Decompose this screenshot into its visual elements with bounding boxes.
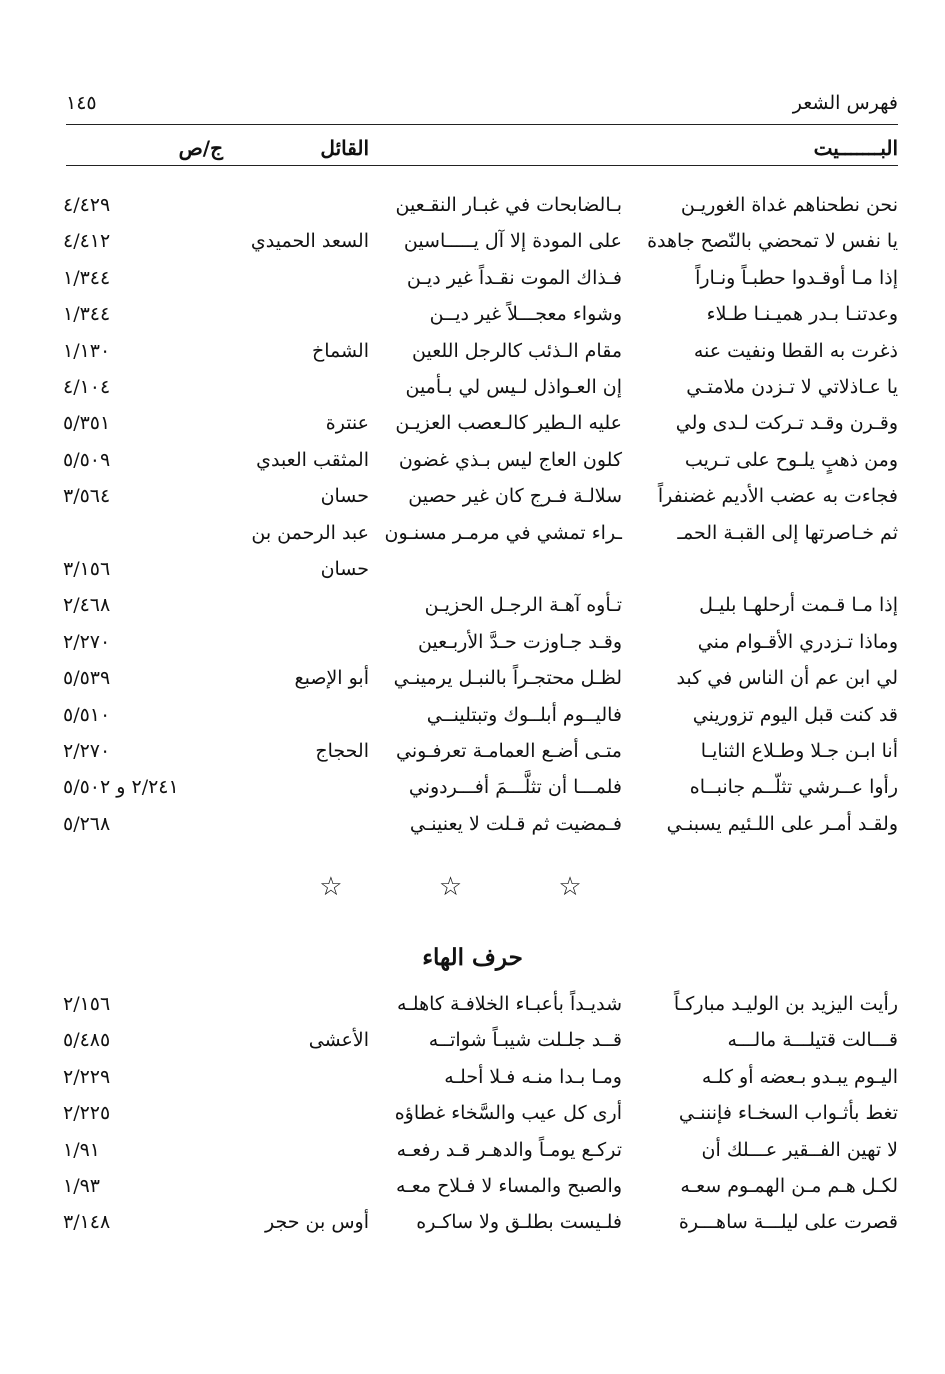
poet-name: الأعشى xyxy=(308,1029,369,1052)
volume-page-ref: ١/٩٣ xyxy=(63,1175,101,1197)
running-head xyxy=(66,92,898,120)
poet-name: عنترة xyxy=(325,412,369,435)
volume-page-ref: ٥/٥١٠ xyxy=(63,703,111,726)
poet-name: المثقب العبدي xyxy=(256,448,369,471)
volume-page-ref: ١/٣٤٤ xyxy=(63,303,111,326)
verse-row xyxy=(0,1175,945,1211)
verse-first-hemistich: نحن نطحناهم غداة الغوريـن xyxy=(680,194,898,216)
verse-first-hemistich: وقـرن وقـد تـركت لـدى ولي xyxy=(675,412,898,435)
verse-first-hemistich: إذا مـا أوقـدوا حطبـاً ونـاراً xyxy=(695,266,898,289)
verse-first-hemistich: اليـوم يبـدو بـعضه أو كلـه xyxy=(701,1065,898,1088)
verse-row xyxy=(0,194,945,230)
verse-second-hemistich: فـمضيت ثم قـلت لا يعنينـي xyxy=(409,812,622,835)
verse-second-hemistich: مقام الـذئب كالرجل اللعين xyxy=(412,339,622,362)
volume-page-ref: ٤/٤٢٩ xyxy=(63,194,111,216)
verse-first-hemistich: يا نفس لا تمحضي بالنّصح جاهدة xyxy=(647,230,898,253)
volume-page-ref: ٣/١٤٨ xyxy=(63,1211,111,1234)
verse-first-hemistich: إذا مـا قـمت أرحلهـا بليـل xyxy=(699,594,898,617)
volume-page-ref: ١/٣٤٤ xyxy=(63,266,111,289)
poet-name: عبد الرحمن بن xyxy=(251,521,369,544)
verse-first-hemistich: لا تهين الفــقير عـــلك أن xyxy=(701,1138,898,1161)
verse-second-hemistich: قــد جلـلت شيبـاً شواتــه xyxy=(428,1029,622,1052)
verse-row xyxy=(0,267,945,303)
volume-page-ref: ٢/٢٧٠ xyxy=(63,630,111,653)
volume-page-ref: ٣/٥٦٤ xyxy=(63,485,111,508)
verse-row xyxy=(0,1139,945,1175)
verse-second-hemistich: تـأوه آهـة الرجـل الحزيـن xyxy=(424,594,622,617)
page-number: ١٤٥ xyxy=(66,92,97,114)
verse-first-hemistich: قصرت على ليلـــة ساهـــرة xyxy=(678,1211,898,1234)
verse-row xyxy=(0,340,945,376)
verse-row xyxy=(0,667,945,703)
verse-first-hemistich: أنا ابـن جـلا وطـلاع الثنايـا xyxy=(700,740,898,762)
verse-row xyxy=(0,631,945,667)
verse-second-hemistich: فلمـــا أن تثلَّـــمَ أفـــردوني xyxy=(408,776,622,799)
section-separator: ☆ ☆ ☆ xyxy=(319,872,626,902)
verse-second-hemistich: أرى كل عيب والسَّخاء غطاؤه xyxy=(394,1102,622,1125)
verse-row xyxy=(0,594,945,630)
verse-first-hemistich: رأوا عــرشي تثلّــم جانبــاه xyxy=(689,776,898,799)
volume-page-ref: ٢/٢٢٥ xyxy=(63,1102,111,1125)
verse-first-hemistich: لي ابن عم أن الناس في كبد xyxy=(676,667,898,690)
verse-row xyxy=(0,776,945,812)
verse-row xyxy=(0,449,945,485)
poet-name: أوس بن حجر xyxy=(265,1211,369,1234)
verse-second-hemistich: وقـد جـاوزت حـدَّ الأربـعين xyxy=(417,630,622,653)
volume-page-ref: ١/٩١ xyxy=(63,1138,101,1161)
verse-first-hemistich: ذغرت به القطا ونفيت عنه xyxy=(693,339,898,362)
poet-name: حسان xyxy=(320,558,369,580)
volume-page-ref: ٤/٤١٢ xyxy=(63,230,111,253)
verse-row xyxy=(0,303,945,339)
volume-page-ref: ٥/٥٣٩ xyxy=(63,667,111,690)
verse-row xyxy=(0,740,945,776)
verse-row xyxy=(0,704,945,740)
column-header-rule xyxy=(66,165,898,166)
verse-second-hemistich: متـى أضـع العمامـة تعرفـوني xyxy=(396,740,622,762)
verse-second-hemistich: فـذاك الموت نقـداً غير ديـن xyxy=(406,266,622,289)
column-header-ref: ج/ص xyxy=(178,136,223,160)
verse-second-hemistich: عليه الـطير كالـعصب العزيـن xyxy=(395,412,622,435)
verse-first-hemistich: قـــالت قتيلـــة مالـــه xyxy=(727,1029,898,1052)
volume-page-ref: ٤/١٠٤ xyxy=(63,376,111,398)
poet-name: السعد الحميدي xyxy=(250,230,369,253)
verse-first-hemistich: قد كنت قبل اليوم تزوريني xyxy=(692,703,898,726)
verse-second-hemistich: وشواء معجـــلاً غير ديــن xyxy=(429,303,622,326)
volume-page-ref: ٢/٢٢٩ xyxy=(63,1065,111,1088)
verse-second-hemistich: إن العـواذل لـيس لي بـأمين xyxy=(405,376,622,398)
volume-page-ref: ٥/٢٦٨ xyxy=(63,812,111,835)
verse-second-hemistich: والصبح والمساء لا فـلاح معـه xyxy=(396,1175,622,1197)
volume-page-ref: ٢/٤٦٨ xyxy=(63,594,111,617)
verse-first-hemistich: يا عـاذلاتي لا تـزدن ملامتـي xyxy=(686,376,898,398)
poet-name: أبو الإصبع xyxy=(294,667,369,690)
verse-second-hemistich: على المودة إلا آل يـــــاسين xyxy=(403,230,622,253)
verse-first-hemistich: فجاءت به عضب الأديم غضنفراً xyxy=(657,485,898,508)
verse-row xyxy=(0,1102,945,1138)
verse-first-hemistich: وعدتنـا بـدر هميـنـا طـلاء xyxy=(706,303,898,326)
column-header-verse: البـــــــيت xyxy=(813,136,898,160)
poet-name: الحجاج xyxy=(315,740,369,762)
volume-page-ref: ٥/٣٥١ xyxy=(63,412,111,435)
verse-second-hemistich: ومـا بـدا منـه فـلا أحلـه xyxy=(444,1065,622,1088)
verse-first-hemistich: لكـل هـم مـن الهمـوم سعـه xyxy=(680,1175,898,1197)
verse-row xyxy=(0,558,945,594)
volume-page-ref: ٥/٤٨٥ xyxy=(63,1029,111,1052)
verse-row xyxy=(0,522,945,558)
verse-second-hemistich: لظـل محتجـراً بالنبـل يرمينـي xyxy=(393,667,622,690)
verse-second-hemistich: شديـداً بأعبـاء الخلافـة كاهلـه xyxy=(397,993,622,1015)
volume-page-ref: ٥/٥٠٩ xyxy=(63,448,111,471)
verse-row xyxy=(0,230,945,266)
verse-row xyxy=(0,1211,945,1247)
poet-name: حسان xyxy=(320,485,369,508)
verse-row xyxy=(0,1066,945,1102)
column-header-poet: القائل xyxy=(320,136,369,160)
verse-row xyxy=(0,412,945,448)
verse-second-hemistich: تركـع يومـاً والدهـر قـد رفعـه xyxy=(396,1138,622,1161)
verse-second-hemistich: ـراء تمشي في مرمـر مسنـون xyxy=(384,521,622,544)
verse-first-hemistich: وماذا تـزدري الأقـوام مني xyxy=(697,630,898,653)
verse-first-hemistich: رأيت اليزيد بن الوليـد مباركـاً xyxy=(673,993,898,1015)
volume-page-ref: ١/١٣٠ xyxy=(63,339,111,362)
verse-second-hemistich: فلـيست بطلـق ولا ساكـره xyxy=(416,1211,622,1234)
poet-name: الشماخ xyxy=(311,339,369,362)
volume-page-ref: ٣/١٥٦ xyxy=(63,558,111,580)
verse-second-hemistich: فاليــوم أبلــوك وتبتلينــي xyxy=(426,703,622,726)
verse-second-hemistich: سلالـة فـرج كان غير حصين xyxy=(408,485,622,508)
verse-row xyxy=(0,376,945,412)
volume-page-ref: ٢/١٥٦ xyxy=(63,993,111,1015)
verse-first-hemistich: ومن ذهبٍ يلـوح على تـريب xyxy=(684,448,898,471)
volume-page-ref: ٢/٢٧٠ xyxy=(63,740,111,762)
verse-second-hemistich: كلون العاج ليس بـذي غضون xyxy=(398,448,622,471)
verse-row xyxy=(0,813,945,849)
verse-first-hemistich: ولقـد أمـر على اللـئيم يسبنـي xyxy=(666,812,898,835)
running-head-title: فهرس الشعر xyxy=(792,92,898,114)
verse-row xyxy=(0,993,945,1029)
verse-row xyxy=(0,485,945,521)
header-rule xyxy=(66,124,898,125)
verse-first-hemistich: ثم خـاصرتها إلى القبـة الحمـ xyxy=(677,521,898,544)
verse-row xyxy=(0,1029,945,1065)
section-title: حرف الهاء xyxy=(422,944,523,971)
volume-page-ref: ٢/٢٤١ و ٥/٥٠٢ xyxy=(63,776,179,799)
verse-second-hemistich: بـالضابحات في غبـار النقـعين xyxy=(395,194,622,216)
verse-first-hemistich: تغط بأثـواب السخـاء فإنننـي xyxy=(678,1102,898,1125)
